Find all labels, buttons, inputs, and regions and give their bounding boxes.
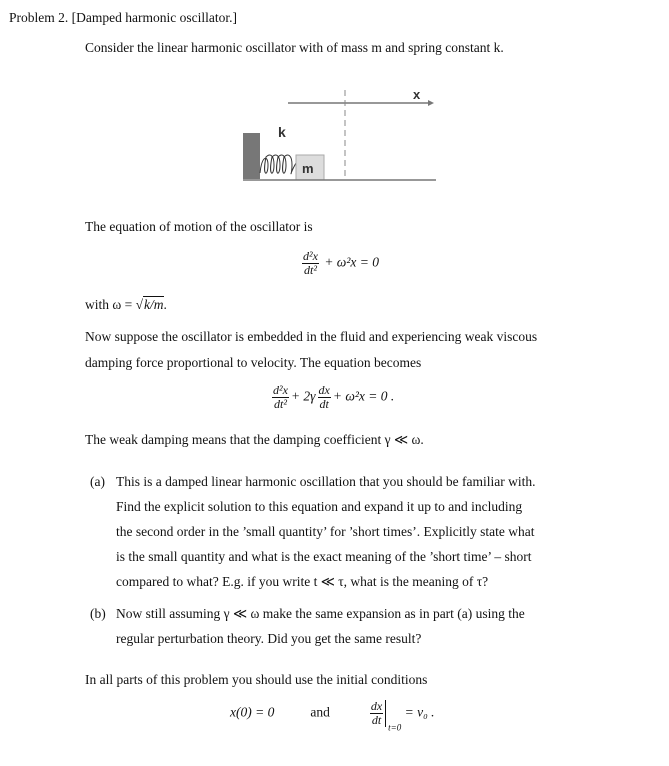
part-a-line: This is a damped linear harmonic oscillation that you should be familiar with. — [116, 474, 536, 489]
eom-intro: The equation of motion of the oscillator is — [85, 219, 313, 234]
omega-definition: with ω = √k/m. — [85, 297, 167, 312]
oscillator-figure — [238, 85, 438, 185]
part-a-label: (a) — [90, 474, 105, 489]
damping-text-2: damping force proportional to velocity. The equation becomes — [85, 355, 422, 370]
part-b-line: regular perturbation theory. Did you get the same result? — [116, 631, 422, 646]
weak-damping-text: The weak damping means that the damping coefficient γ ≪ ω. — [85, 432, 424, 447]
part-b-line: Now still assuming γ ≪ ω make the same expansion as in part (a) using the — [116, 606, 525, 621]
equation-1: $\frac{\text{d²x}}{\text{dt²}}$ + ω²x = 0 — [303, 249, 379, 277]
problem-heading: Problem 2. [Damped harmonic oscillator.] — [9, 10, 237, 25]
part-a-line: the second order in the ’small quantity’ for ’short times’. Explicitly state what — [116, 524, 535, 539]
spring-label: k — [278, 124, 286, 140]
intro-text: Consider the linear harmonic oscillator with of mass m and spring constant k. — [85, 40, 504, 55]
spring-icon — [260, 155, 296, 174]
initial-conditions-equation: x(0) = 0 and $\frac{dx}{dt}$ $_{t=0}$ = v₀ . — [230, 699, 435, 733]
damping-text-1: Now suppose the oscillator is embedded in the fluid and experiencing weak viscous — [85, 329, 538, 344]
wall — [243, 133, 260, 179]
part-a-line: is the small quantity and what is the exact meaning of the ’short time’ – short — [116, 549, 532, 564]
equation-2: $\frac{\text{d²x}}{\text{dt²}}$ + 2γ $\frac{dx}{dt}$ + ω²x = 0 . — [273, 383, 395, 411]
part-b-label: (b) — [90, 606, 106, 621]
axis-label: x — [413, 87, 421, 102]
part-a-line: compared to what? E.g. if you write t ≪ τ, what is the meaning of τ? — [116, 574, 489, 589]
initial-conditions-intro: In all parts of this problem you should use the initial conditions — [85, 672, 428, 687]
svg-text:m: m — [302, 161, 314, 176]
part-a-line: Find the explicit solution to this equation and expand it up to and including — [116, 499, 523, 514]
